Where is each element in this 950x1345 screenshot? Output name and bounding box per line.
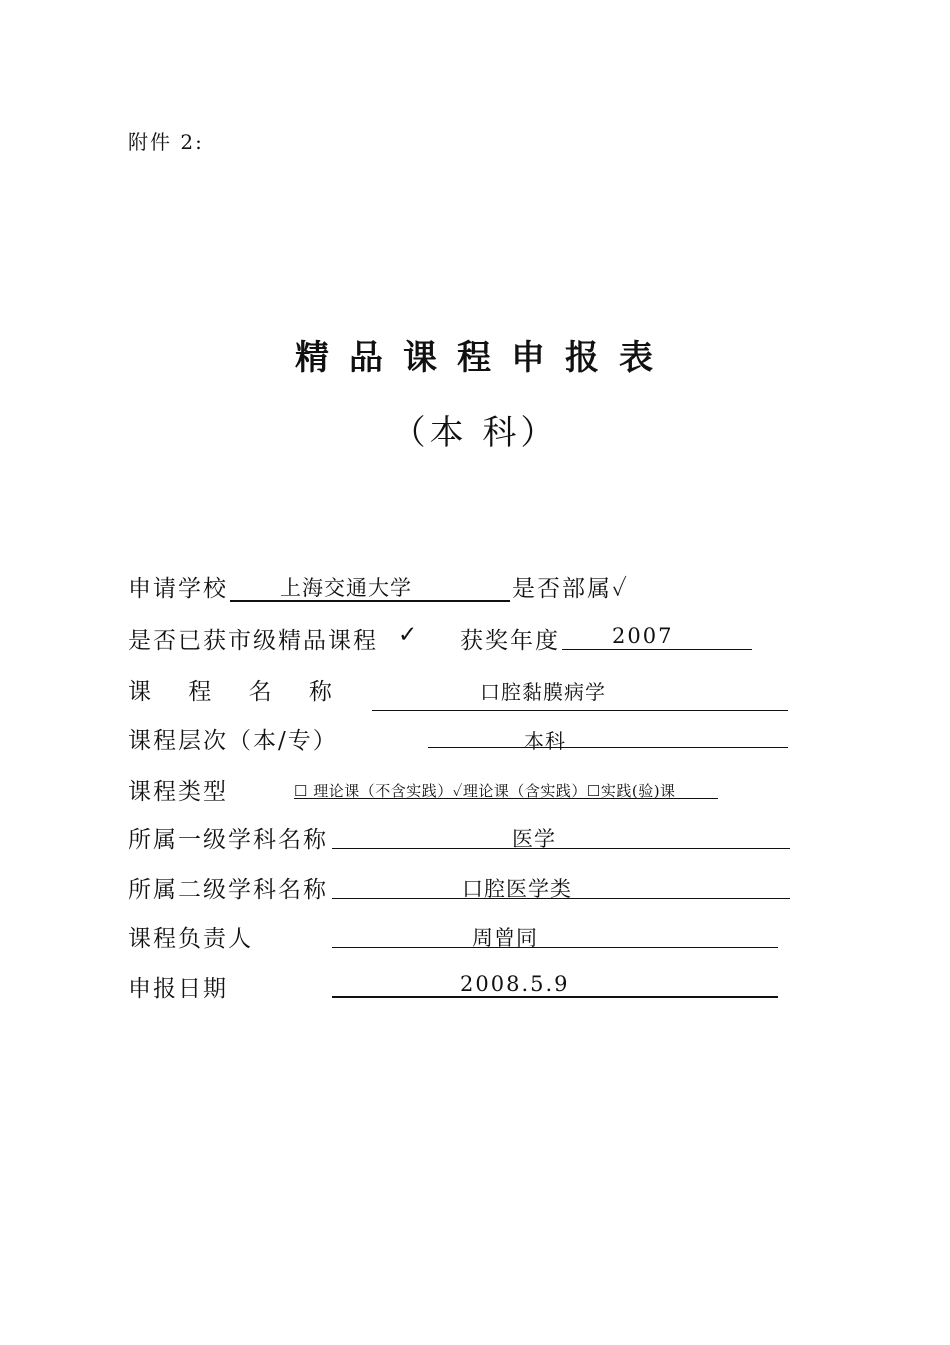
leader-label: 课程负责人 [128, 926, 253, 952]
city-award-check: ✓ [398, 622, 420, 648]
first-discipline-underline [332, 848, 790, 849]
affiliated-label: 是否部属✓ [512, 576, 629, 602]
leader-value: 周曾同 [472, 926, 538, 950]
course-name-label: 课 程 名 称 [128, 679, 347, 705]
award-year-underline [562, 649, 752, 650]
award-year-label: 获奖年度 [460, 628, 560, 654]
date-underline [332, 996, 778, 998]
attachment-label: 附件 2: [128, 130, 204, 154]
course-name-underline [372, 710, 788, 711]
course-level-label: 课程层次（本/专） [128, 728, 338, 754]
date-value: 2008.5.9 [460, 972, 570, 996]
course-type-value: ☐ 理论课（不含实践）✓理论课（含实践）☐实践(验)课 [294, 782, 676, 800]
page-title: 精品课程申报表 [295, 338, 673, 378]
leader-underline [332, 947, 778, 948]
course-level-value: 本科 [524, 729, 566, 753]
page-subtitle: （本 科） [391, 413, 559, 453]
course-level-underline [428, 747, 788, 748]
course-type-underline [294, 798, 718, 799]
course-name-value: 口腔黏膜病学 [480, 680, 606, 704]
second-discipline-label: 所属二级学科名称 [128, 877, 328, 903]
school-value: 上海交通大学 [280, 576, 412, 600]
date-label: 申报日期 [128, 976, 228, 1002]
second-discipline-value: 口腔医学类 [462, 877, 572, 901]
first-discipline-label: 所属一级学科名称 [128, 827, 328, 853]
first-discipline-value: 医学 [512, 827, 556, 851]
course-type-label: 课程类型 [128, 779, 228, 805]
school-label: 申请学校 [128, 576, 228, 602]
award-year-value: 2007 [612, 624, 674, 648]
city-award-label: 是否已获市级精品课程 [128, 628, 378, 654]
